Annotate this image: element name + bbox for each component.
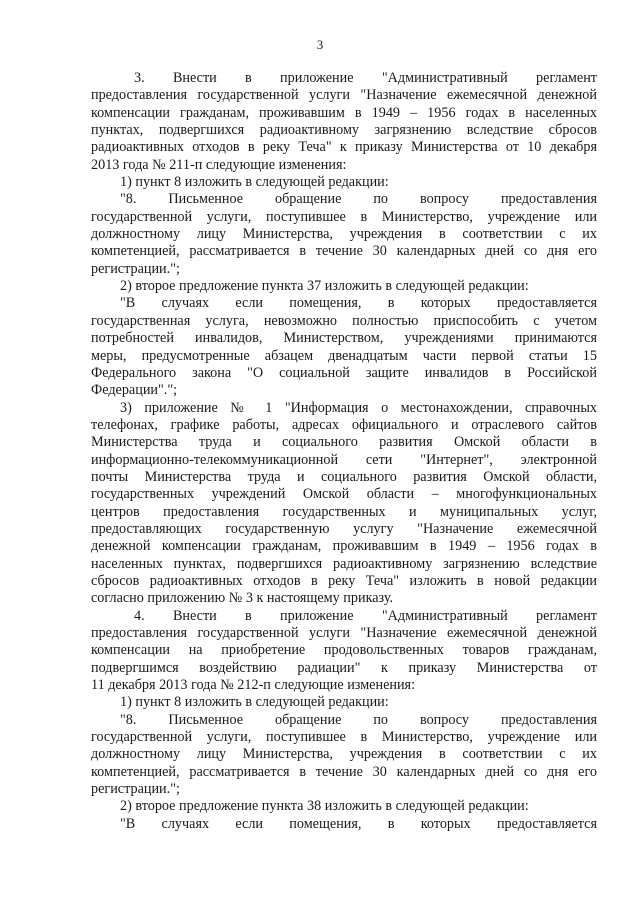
text-line: государственной услуги, поступившее в Министерство, учреждение или [91,729,597,746]
text-line: "В случаях если помещения, в которых предоставляется [120,815,597,832]
text-line: Министерства труда и социального развития Омской области в [91,434,597,451]
text-line: 3. Внести в приложение "Административный регламент [134,70,597,86]
text-line: Федерального закона "О социальной защите инвалидов в Российской [91,364,597,381]
text-line: информационно-телекоммуникационной сети "Интернет", электронной [91,451,597,468]
text-line: 3) приложение № 1 "Информация о местонахождении, справочных [120,399,597,416]
text-line: 2) второе предложение пункта 38 изложить в следующей редакции: [120,798,529,815]
text-line: государственной услуги, поступившее в Министерство, учреждение или [91,208,597,225]
text-line: центров предоставления государственных и муниципальных услуг, [91,503,597,520]
document-body [91,70,597,833]
text-line: компетенцией, рассматривается в течение 30 календарных дней со дня его [91,763,597,780]
text-line: населенных пунктах, подвергшихся радиоактивному загрязнению вследствие [91,555,597,572]
text-line: 2) второе предложение пункта 37 изложить в следующей редакции: [120,278,529,295]
text-line: должностному лицу Министерства, учреждения в соответствии с их [91,226,597,243]
text-line: предоставляющих государственную услугу "Назначение ежемесячной [91,520,597,537]
text-line: радиоактивных отходов в реку Теча" к приказу Министерства от 10 декабря [91,139,597,156]
text-line: должностному лицу Министерства, учреждения в соответствии с их [91,746,597,763]
text-line: денежной компенсации гражданам, проживавшим в 1949 – 1956 годах в [91,538,597,555]
text-line: согласно приложению № 3 к настоящему приказу. [91,590,394,607]
text-line: почты Министерства труда и социального развития Омской области, [91,468,597,485]
text-line: компенсации на приобретение продовольственных товаров гражданам, [91,642,597,659]
text-line: 2013 года № 211-п следующие изменения: [91,156,347,173]
text-line: 4. Внести в приложение "Административный регламент [134,607,597,624]
text-line: компетенцией, рассматривается в течение 30 календарных дней со дня его [91,243,597,260]
text-line: потребностей инвалидов, Министерством, учреждениями принимаются [91,330,597,347]
text-line: компенсации гражданам, проживавшим в 1949 – 1956 годах в населенных [91,104,597,121]
text-line: "8. Письменное обращение по вопросу предоставления [120,711,597,728]
text-line: "В случаях если помещения, в которых предоставляется [120,295,597,312]
text-line: подвергшимся воздействию радиации" к приказу Министерства от [91,659,597,676]
text-line: Федерации"."; [91,382,178,399]
text-line: предоставления государственной услуги "Назначение ежемесячной денежной [91,625,597,641]
text-line: регистрации."; [91,781,180,798]
text-line: пунктах, подвергшихся радиоактивному загрязнению вследствие сбросов [91,122,597,139]
text-line: сбросов радиоактивных отходов в реку Теча" изложить в новой редакции [91,572,597,589]
text-line: меры, предусмотренные абзацем двенадцатым части первой статьи 15 [91,347,597,364]
text-line: телефонах, графике работы, адресах официального и отраслевого сайтов [91,416,597,433]
text-line: 1) пункт 8 изложить в следующей редакции: [120,694,389,711]
text-line: "8. Письменное обращение по вопросу предоставления [120,191,597,208]
text-line: 11 декабря 2013 года № 212-п следующие изменения: [91,677,416,694]
text-line: государственных учреждений Омской области – многофункциональных [91,486,597,503]
page-number: 3 [316,37,324,52]
text-line: 1) пункт 8 изложить в следующей редакции: [120,174,389,191]
text-line: государственная услуга, невозможно полностью приспособить с учетом [91,312,597,329]
text-line: регистрации."; [91,260,180,277]
text-line: предоставления государственной услуги "Назначение ежемесячной денежной [91,87,597,104]
